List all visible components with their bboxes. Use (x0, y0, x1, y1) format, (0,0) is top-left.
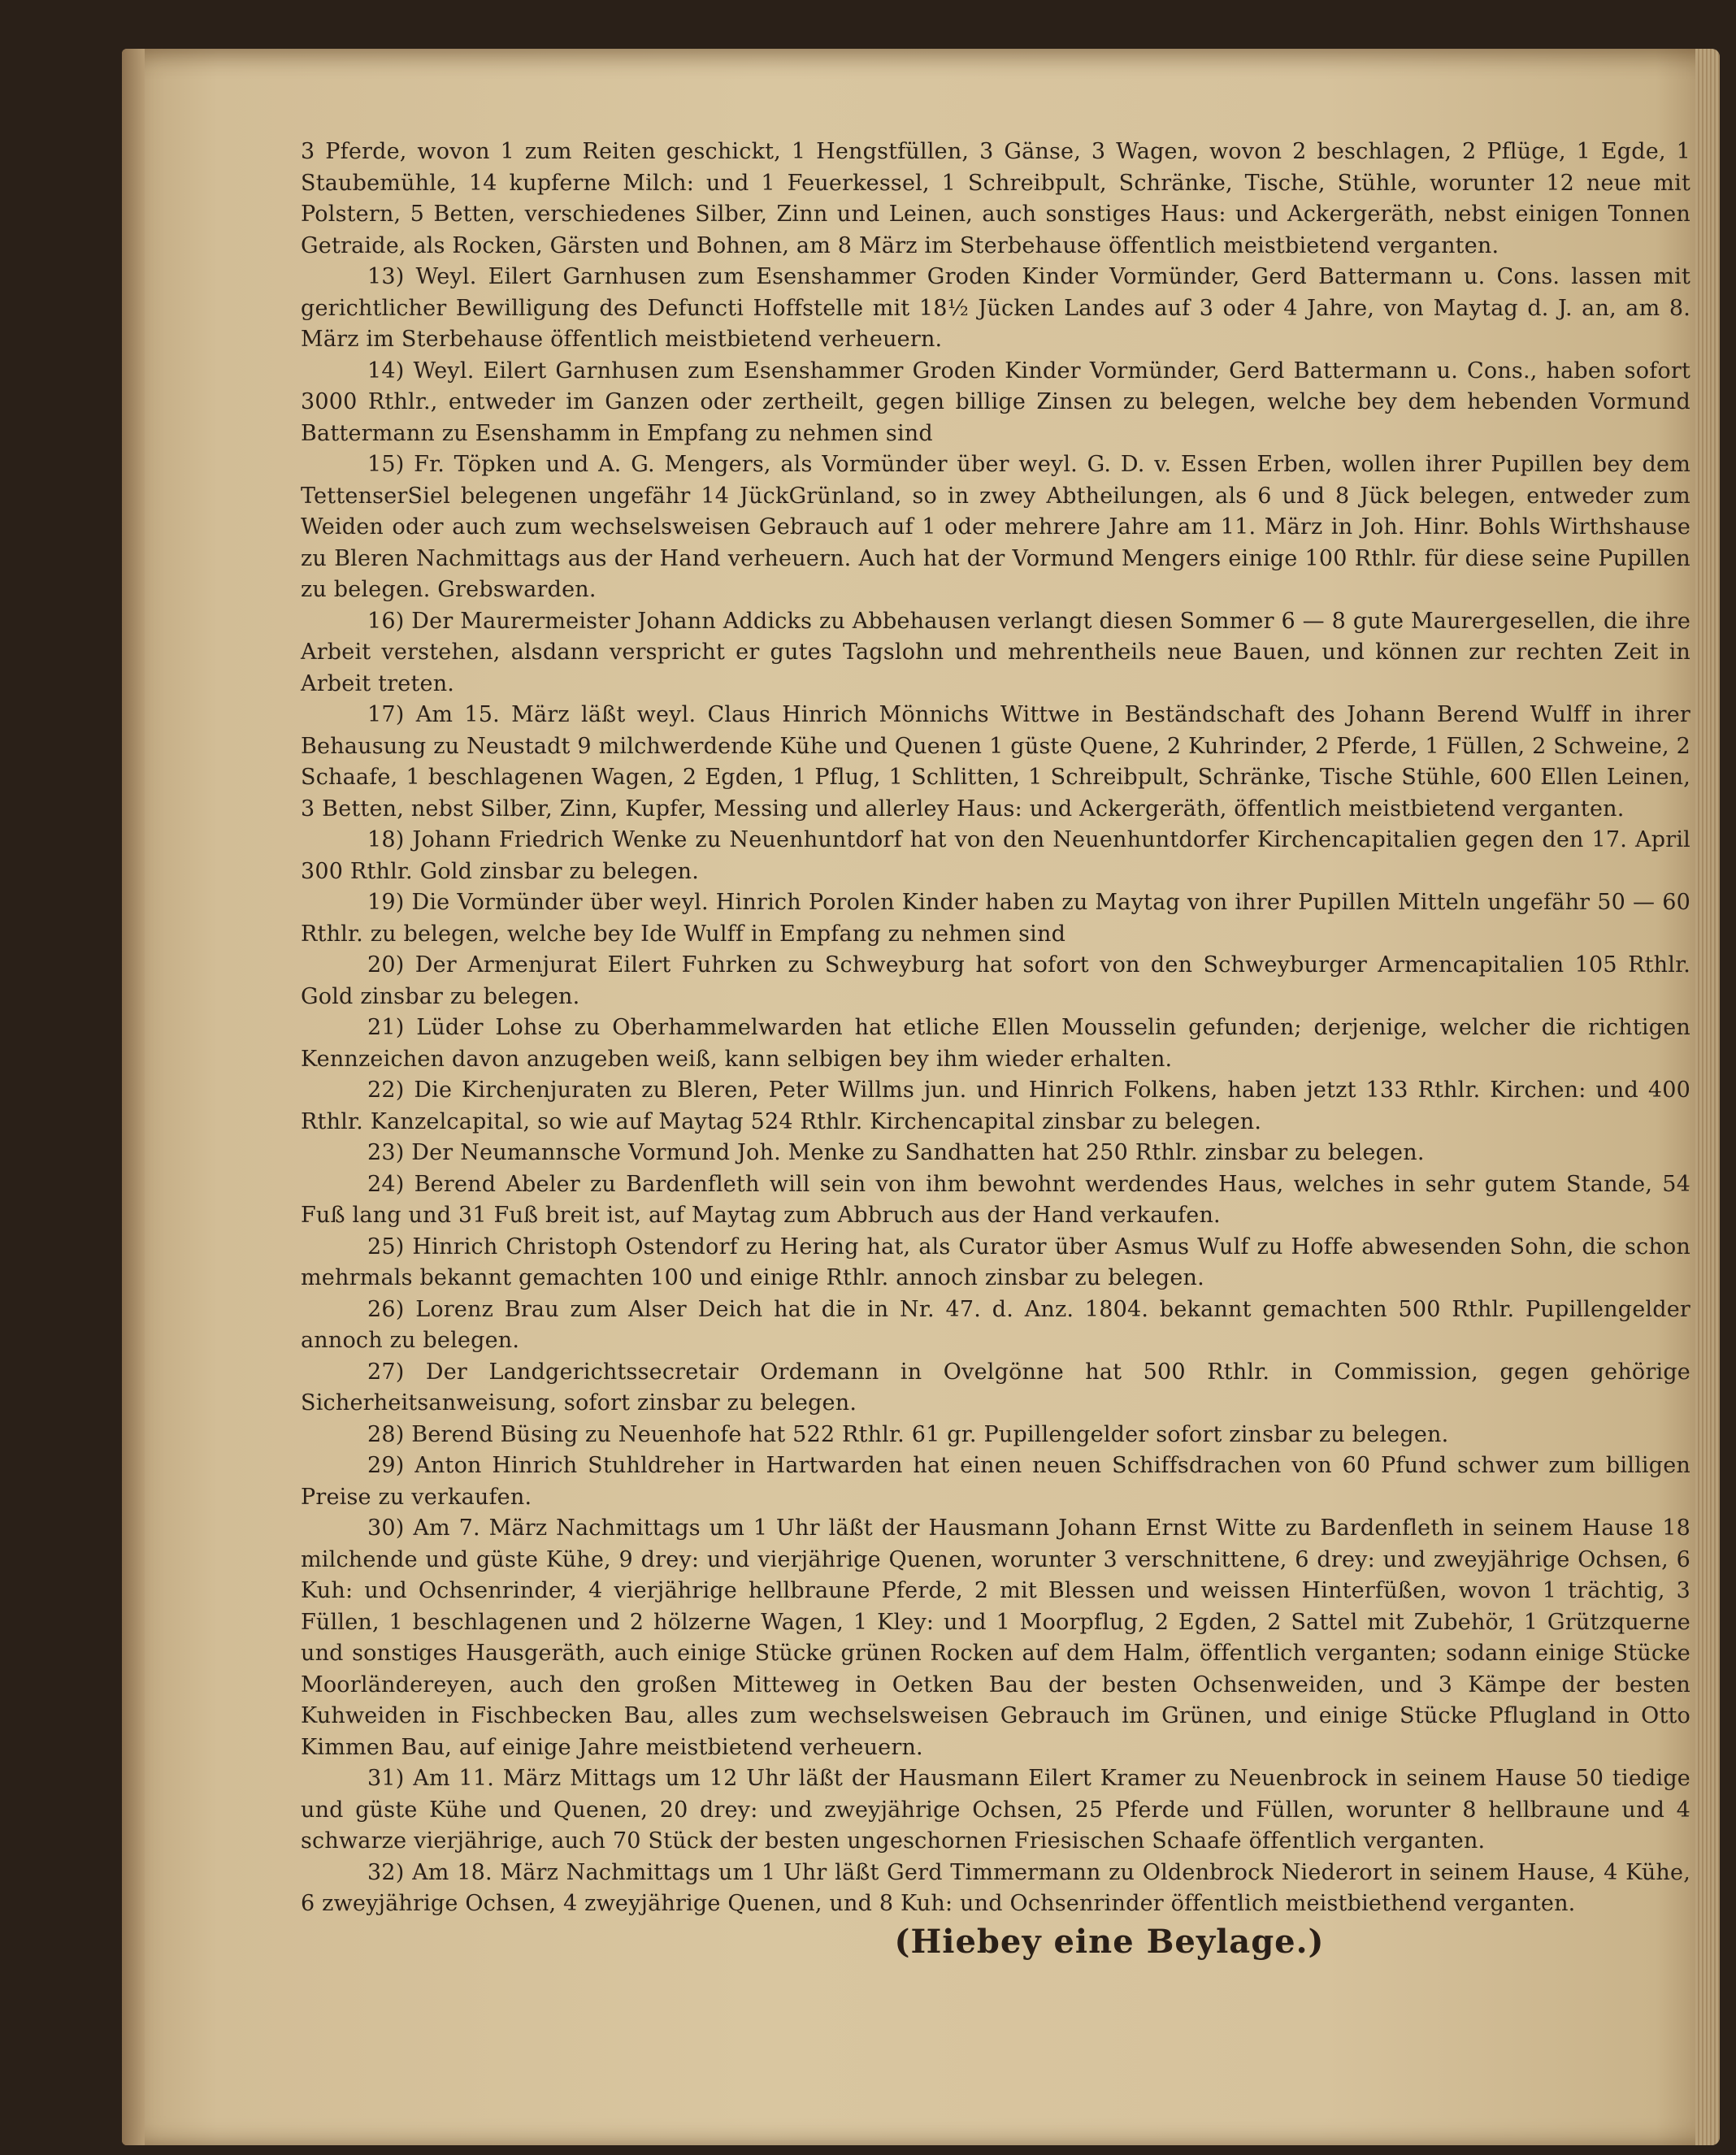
entry-28: 28) Berend Büsing zu Neuenhofe hat 522 Rthlr. 61 gr. Pupillengelder sofort zinsbar zu belegen. (367, 1421, 1449, 1447)
entry-continuation: 3 Pferde, wovon 1 zum Reiten geschickt, 1 Hengstfüllen, 3 Gänse, 3 Wagen, wovon 2 beschlagen, 2 Pflüge, 1 Egde, 1 Staubemühle, 14 kupferne Milch: und 1 Feuerkessel, 1 Schreibpult, Schränke, Tische, Stühle, worunter 12 neue mit Polstern, 5 Betten, verschiedenes Silber, Zinn und Leinen, auch sonstiges Haus: und Ackergeräth, nebst einigen Tonnen Getraide, als Rocken, Gärsten und Bohnen, am 8 März im Sterbehause öffentlich meistbietend verganten. (301, 139, 1690, 258)
entry-32: 32) Am 18. März Nachmittags um 1 Uhr läßt Gerd Timmermann zu Oldenbrock Niederort in seinem Hause, 4 Kühe, 6 zweyjährige Ochsen, 4 zweyjährige Quenen, und 8 Kuh: und Ochsenrinder öffentlich meistbiethend verganten. (301, 1859, 1690, 1916)
supplement-note: (Hiebey eine Beylage.) (894, 1922, 1325, 1961)
entry-31: 31) Am 11. März Mittags um 12 Uhr läßt der Hausmann Eilert Kramer zu Neuenbrock in seinem Hause 50 tiedige und güste Kühe und Quenen, 20 drey: und zweyjährige Ochsen, 25 Pferde und Füllen, worunter 8 hellbraune und 4 schwarze vierjährige, auch 70 Stück der besten ungeschornen Friesischen Schaafe öffentlich verganten. (301, 1766, 1690, 1854)
entry-18: 18) Johann Friedrich Wenke zu Neuenhuntdorf hat von den Neuenhuntdorfer Kirchencapitalien gegen den 17. April 300 Rthlr. Gold zinsbar zu belegen. (301, 827, 1690, 884)
page-binding-edge (122, 49, 145, 2145)
entry-27: 27) Der Landgerichtssecretair Ordemann in Ovelgönne hat 500 Rthlr. in Commission, gegen gehörige Sicherheitsanweisung, sofort zinsbar zu belegen. (301, 1359, 1690, 1416)
entry-19: 19) Die Vormünder über weyl. Hinrich Porolen Kinder haben zu Maytag von ihrer Pupillen Mitteln ungefähr 50 — 60 Rthlr. zu belegen, welche bey Ide Wulff in Empfang zu nehmen sind (301, 890, 1690, 947)
entry-26: 26) Lorenz Brau zum Alser Deich hat die in Nr. 47. d. Anz. 1804. bekannt gemachten 500 Rthlr. Pupillengelder annoch zu belegen. (301, 1296, 1690, 1353)
entry-23: 23) Der Neumannsche Vormund Joh. Menke zu Sandhatten hat 250 Rthlr. zinsbar zu belegen. (367, 1140, 1425, 1165)
entry-24: 24) Berend Abeler zu Bardenfleth will sein von ihm bewohnt werdendes Haus, welches in sehr gutem Stande, 54 Fuß lang und 31 Fuß breit ist, auf Maytag zum Abbruch aus der Hand verkaufen. (301, 1171, 1690, 1228)
entry-14: 14) Weyl. Eilert Garnhusen zum Esenshammer Groden Kinder Vormünder, Gerd Battermann u. Cons., haben sofort 3000 Rthlr., entweder im Ganzen oder zertheilt, gegen billige Zinsen zu belegen, welche bey dem hebenden Vormund Battermann zu Esenshamm in Empfang zu nehmen sind (301, 358, 1690, 446)
entry-15: 15) Fr. Töpken und A. G. Mengers, als Vormünder über weyl. G. D. v. Essen Erben, wollen ihrer Pupillen bey dem TettenserSiel belegenen ungefähr 14 JückGrünland, so in zwey Abtheilungen, als 6 und 8 Jück belegen, entweder zum Weiden oder auch zum wechselsweisen Gebrauch auf 1 oder mehrere Jahre am 11. März in Joh. Hinr. Bohls Wirthshause zu Bleren Nachmittags aus der Hand verheuern. Auch hat der Vormund Mengers einige 100 Rthlr. für diese seine Pupillen zu belegen. Grebswarden. (301, 452, 1690, 602)
entry-20: 20) Der Armenjurat Eilert Fuhrken zu Schweyburg hat sofort von den Schweyburger Armencapitalien 105 Rthlr. Gold zinsbar zu belegen. (301, 952, 1690, 1009)
entry-30: 30) Am 7. März Nachmittags um 1 Uhr läßt der Hausmann Johann Ernst Witte zu Bardenfleth in seinem Hause 18 milchende und güste Kühe, 9 drey: und vierjährige Quenen, worunter 3 verschnittene, 6 drey: und zweyjährige Ochsen, 6 Kuh: und Ochsenrinder, 4 vierjährige hellbraune Pferde, 2 mit Blessen und weissen Hinterfüßen, wovon 1 trächtig, 3 Füllen, 1 beschlagenen und 2 hölzerne Wagen, 1 Kley: und 1 Moorpflug, 2 Egden, 2 Sattel mit Zubehör, 1 Grützquerne und sonstiges Hausgeräth, auch einige Stücke grünen Rocken auf dem Halm, öffentlich verganten; sodann einige Stücke Moorländereyen, auch den großen Mitteweg in Oetken Bau der besten Ochsenweiden, und 3 Kämpe der besten Kuhweiden in Fischbecken Bau, alles zum wechselsweisen Gebrauch im Grünen, und einige Stücke Pflugland in Otto Kimmen Bau, auf einige Jahre meistbietend verheuern. (301, 1515, 1690, 1760)
entry-25: 25) Hinrich Christoph Ostendorf zu Hering hat, als Curator über Asmus Wulf zu Hoffe abwesenden Sohn, die schon mehrmals bekannt gemachten 100 und einige Rthlr. annoch zinsbar zu belegen. (301, 1234, 1690, 1290)
entry-21: 21) Lüder Lohse zu Oberhammelwarden hat etliche Ellen Mousselin gefunden; derjenige, welcher die richtigen Kennzeichen davon anzugeben weiß, kann selbigen bey ihm wieder erhalten. (301, 1015, 1690, 1072)
entry-13: 13) Weyl. Eilert Garnhusen zum Esenshammer Groden Kinder Vormünder, Gerd Battermann u. Cons. lassen mit gerichtlicher Bewilligung des Defuncti Hoffstelle mit 18½ Jücken Landes auf 3 oder 4 Jahre, von Maytag d. J. an, am 8. März im Sterbehause öffentlich meistbietend verheuern. (301, 264, 1690, 352)
entry-17: 17) Am 15. März läßt weyl. Claus Hinrich Mönnichs Wittwe in Beständschaft des Johann Berend Wulff in ihrer Behausung zu Neustadt 9 milchwerdende Kühe und Quenen 1 güste Quene, 2 Kuhrinder, 2 Pferde, 1 Füllen, 2 Schweine, 2 Schaafe, 1 beschlagenen Wagen, 2 Egden, 1 Pflug, 1 Schlitten, 1 Schreibpult, Schränke, Tische Stühle, 600 Ellen Leinen, 3 Betten, nebst Silber, Zinn, Kupfer, Messing und allerley Haus: und Ackergeräth, öffentlich meistbietend verganten. (301, 702, 1690, 822)
entry-22: 22) Die Kirchenjuraten zu Bleren, Peter Willms jun. und Hinrich Folkens, haben jetzt 133 Rthlr. Kirchen: und 400 Rthlr. Kanzelcapital, so wie auf Maytag 524 Rthlr. Kirchencapital zinsbar zu belegen. (301, 1078, 1690, 1134)
entry-29: 29) Anton Hinrich Stuhldreher in Hartwarden hat einen neuen Schiffsdrachen von 60 Pfund schwer zum billigen Preise zu verkaufen. (301, 1453, 1690, 1510)
page-fore-edge (1695, 49, 1720, 2145)
entry-16: 16) Der Maurermeister Johann Addicks zu Abbehausen verlangt diesen Sommer 6 — 8 gute Maurergesellen, die ihre Arbeit verstehen, alsdann verspricht er gutes Tagslohn und mehrentheils neue Bauen, und können zur rechten Zeit in Arbeit treten. (301, 608, 1690, 696)
page-text (301, 137, 1690, 1961)
